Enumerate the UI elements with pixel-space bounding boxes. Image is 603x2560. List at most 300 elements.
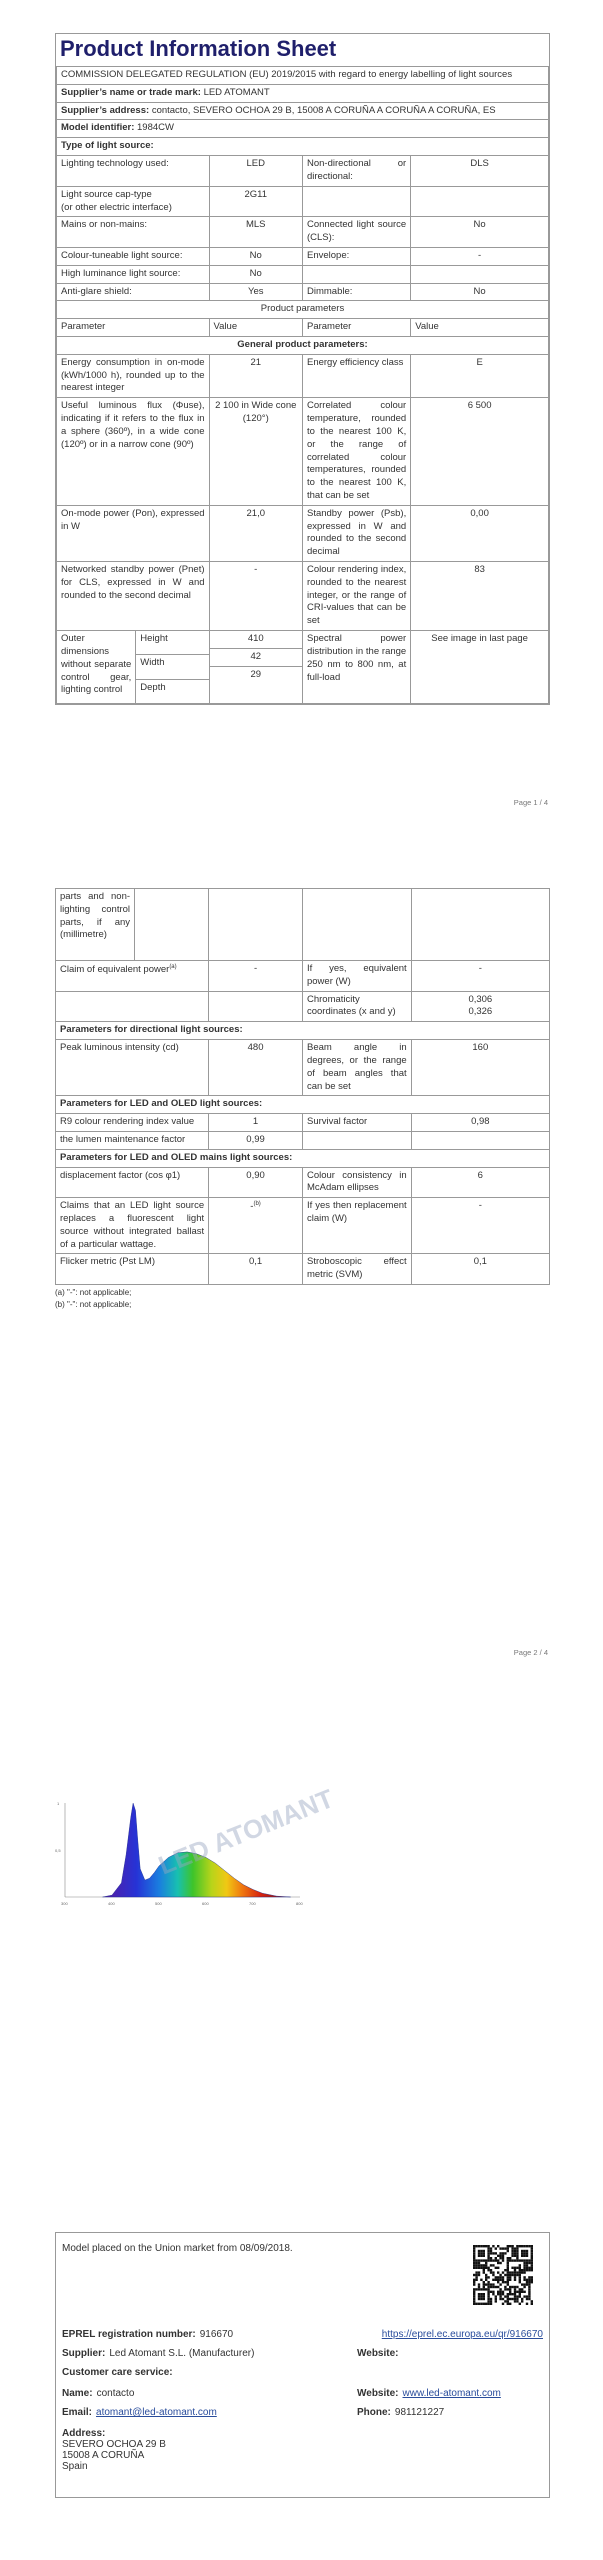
qr-module xyxy=(495,2276,497,2278)
qr-module xyxy=(480,2303,482,2305)
qr-module xyxy=(475,2271,477,2273)
x-tick-label: 300 xyxy=(61,1901,68,1906)
qr-module xyxy=(507,2281,509,2283)
qr-module xyxy=(509,2286,511,2288)
qr-module xyxy=(531,2269,533,2271)
flicker-value: 0,1 xyxy=(209,1254,303,1285)
qr-module xyxy=(490,2286,492,2288)
qr-module xyxy=(514,2298,516,2300)
qr-module xyxy=(528,2286,530,2288)
qr-module xyxy=(526,2298,528,2300)
qr-module xyxy=(511,2293,513,2295)
type-cell: Non-directional or directional: xyxy=(302,156,410,187)
qr-module xyxy=(495,2267,497,2269)
qr-module xyxy=(492,2293,494,2295)
qr-module xyxy=(514,2252,516,2254)
supplier-address-value: contacto, SEVERO OCHOA 29 B, 15008 A CORUÑA A CORUÑA A CORUÑA, ES xyxy=(151,104,496,116)
page-1 xyxy=(55,33,550,705)
name-label: Name: xyxy=(62,2388,93,2399)
qr-module xyxy=(528,2291,530,2293)
phone-value: 981121227 xyxy=(394,2407,445,2418)
qr-module xyxy=(473,2300,475,2302)
qr-module xyxy=(509,2257,511,2259)
qr-module xyxy=(495,2247,497,2249)
qr-module xyxy=(531,2259,533,2261)
qr-module xyxy=(511,2267,513,2269)
led-heading: Parameters for LED and OLED light sources: xyxy=(56,1096,550,1114)
qr-module xyxy=(473,2279,475,2281)
qr-module xyxy=(483,2252,485,2254)
qr-module xyxy=(514,2271,516,2273)
qr-module xyxy=(490,2269,492,2271)
qr-module xyxy=(497,2259,499,2261)
eqp-label xyxy=(56,961,209,992)
qr-module xyxy=(516,2295,518,2297)
directional-heading: Parameters for directional light sources: xyxy=(56,1022,550,1040)
qr-module xyxy=(526,2295,528,2297)
qr-module xyxy=(475,2264,477,2266)
qr-module xyxy=(516,2300,518,2302)
qr-module xyxy=(531,2303,533,2305)
dim-cont-empty-3 xyxy=(302,889,411,961)
qr-module xyxy=(487,2269,489,2271)
qr-module xyxy=(504,2269,506,2271)
qr-module xyxy=(507,2250,509,2252)
qr-module xyxy=(480,2267,482,2269)
qr-module xyxy=(514,2267,516,2269)
dim-label-2: parts and non-lighting control parts, if any (millimetre) xyxy=(56,889,135,961)
reg-label: EPREL registration number: xyxy=(62,2329,196,2340)
spectrum-svg xyxy=(55,1782,338,1915)
qr-module xyxy=(521,2259,523,2261)
width-label: Width xyxy=(136,655,209,679)
cons-label: Colour consistency in McAdam ellipses xyxy=(302,1167,411,1198)
qr-module xyxy=(507,2257,509,2259)
lm-value: 0,99 xyxy=(209,1131,303,1149)
qr-module xyxy=(487,2293,489,2295)
supplier-address-label: Supplier’s address: xyxy=(61,104,150,116)
qr-module xyxy=(516,2274,518,2276)
eprel-link[interactable]: https://eprel.ec.europa.eu/qr/916670 xyxy=(381,2329,543,2340)
qr-module xyxy=(478,2255,480,2257)
qr-module xyxy=(523,2291,525,2293)
qr-module xyxy=(485,2259,487,2261)
qr-module xyxy=(521,2300,523,2302)
psb-label: Standby power (Psb), expressed in W and rounded to the second decimal xyxy=(302,505,410,561)
qr-module xyxy=(483,2259,485,2261)
type-cell: Lighting technology used: xyxy=(57,156,210,187)
qr-module xyxy=(483,2255,485,2257)
qr-module xyxy=(487,2245,489,2247)
address-label: Address: xyxy=(62,2428,106,2439)
qr-module xyxy=(526,2262,528,2264)
qr-module xyxy=(490,2300,492,2302)
qr-module xyxy=(497,2293,499,2295)
page-1-frame xyxy=(55,33,550,705)
qr-module xyxy=(523,2295,525,2297)
y-tick-05: 0,5 xyxy=(55,1848,61,1853)
type-cell: Anti-glare shield: xyxy=(57,283,210,301)
qr-module xyxy=(492,2274,494,2276)
qr-module xyxy=(523,2276,525,2278)
qr-module xyxy=(485,2303,487,2305)
qr-module xyxy=(514,2274,516,2276)
qr-module xyxy=(516,2298,518,2300)
qr-module xyxy=(473,2295,475,2297)
qr-module xyxy=(475,2279,477,2281)
footnote-a: (a) "-": not applicable; xyxy=(55,1288,132,1298)
type-cell: No xyxy=(411,217,549,248)
address-line-3: Spain xyxy=(62,2461,88,2472)
chrom-x: 0,306 xyxy=(468,993,493,1005)
watermark: LED ATOMANT xyxy=(154,1782,338,1881)
qr-module xyxy=(531,2279,533,2281)
chrom-y: 0,326 xyxy=(468,1006,493,1018)
qr-module xyxy=(509,2271,511,2273)
type-cell: 2G11 xyxy=(209,186,302,217)
qr-module xyxy=(499,2291,501,2293)
x-tick-label: 700 xyxy=(249,1901,256,1906)
qr-module xyxy=(475,2262,477,2264)
qr-module xyxy=(519,2245,521,2247)
address-line-2: 15008 A CORUÑA xyxy=(62,2450,145,2461)
website2-label: Website: xyxy=(357,2388,399,2399)
qr-module xyxy=(473,2245,475,2247)
flux-label: Useful luminous flux (Φuse), indicating if it refers to the flux in a sphere (360º), in a wide cone (120º) or in a narrow cone (90º) xyxy=(57,398,210,506)
qr-module xyxy=(497,2255,499,2257)
qr-module xyxy=(504,2281,506,2283)
eqp-label-text: Claim of equivalent power xyxy=(60,964,170,976)
address-line-1: SEVERO OCHOA 29 B xyxy=(62,2439,166,2450)
cct-label: Correlated colour temperature, rounded to the nearest 100 K, or the range of correlated colour temperatures, rounded to the nearest 100 K, that can be set xyxy=(302,398,410,506)
qr-module xyxy=(497,2279,499,2281)
qr-module xyxy=(507,2276,509,2278)
qr-module xyxy=(485,2245,487,2247)
qr-module xyxy=(499,2247,501,2249)
qr-module xyxy=(478,2286,480,2288)
qr-module xyxy=(511,2245,513,2247)
page-title: Product Information Sheet xyxy=(60,36,337,61)
cri-label: Colour rendering index, rounded to the nearest integer, or the range of CRI-values that can be set xyxy=(302,562,410,631)
email-row xyxy=(62,2407,543,2418)
type-row xyxy=(57,217,549,248)
type-cell xyxy=(411,186,549,217)
qr-module xyxy=(499,2252,501,2254)
qr-module xyxy=(514,2293,516,2295)
qr-module xyxy=(507,2293,509,2295)
qr-module xyxy=(509,2259,511,2261)
hdr-value-2: Value xyxy=(411,319,549,337)
qr-module xyxy=(499,2279,501,2281)
qr-module xyxy=(495,2298,497,2300)
qr-module xyxy=(487,2286,489,2288)
qr-module xyxy=(478,2274,480,2276)
qr-module xyxy=(499,2255,501,2257)
qr-module xyxy=(492,2259,494,2261)
qr-module xyxy=(478,2250,480,2252)
page-2 xyxy=(55,888,550,1311)
qr-module xyxy=(473,2281,475,2283)
qr-module xyxy=(519,2276,521,2278)
qr-module xyxy=(478,2293,480,2295)
x-ticks xyxy=(61,1901,303,1906)
qr-module xyxy=(499,2295,501,2297)
supplier-address-row xyxy=(57,102,549,120)
qr-module xyxy=(531,2252,533,2254)
type-cell: Dimmable: xyxy=(302,283,410,301)
type-cell: MLS xyxy=(209,217,302,248)
qr-module xyxy=(473,2259,475,2261)
qr-module xyxy=(519,2295,521,2297)
email-link[interactable]: atomant@led-atomant.com xyxy=(96,2407,217,2418)
repl-value: - xyxy=(411,1198,549,1254)
qr-module xyxy=(487,2298,489,2300)
qr-module xyxy=(502,2257,504,2259)
qr-module xyxy=(499,2274,501,2276)
eqp-value: - xyxy=(209,961,303,992)
claims-value xyxy=(209,1198,303,1254)
qr-module xyxy=(523,2286,525,2288)
type-cell: DLS xyxy=(411,156,549,187)
qr-module xyxy=(478,2252,480,2254)
qr-module xyxy=(473,2293,475,2295)
depth-value: 29 xyxy=(250,668,262,680)
qr-module xyxy=(523,2267,525,2269)
qr-module xyxy=(490,2247,492,2249)
website2-link[interactable]: www.led-atomant.com xyxy=(402,2388,501,2399)
qr-module xyxy=(473,2255,475,2257)
qr-module xyxy=(485,2274,487,2276)
qr-module xyxy=(509,2245,511,2247)
qr-module xyxy=(478,2283,480,2285)
qr-module xyxy=(521,2288,523,2290)
qr-module xyxy=(507,2288,509,2290)
qr-module xyxy=(521,2245,523,2247)
qr-module xyxy=(516,2250,518,2252)
qr-module xyxy=(516,2247,518,2249)
model-row xyxy=(57,120,549,138)
qr-module xyxy=(480,2295,482,2297)
qr-module xyxy=(511,2259,513,2261)
energy-value: 21 xyxy=(209,354,302,397)
qr-module xyxy=(487,2295,489,2297)
qr-module xyxy=(523,2250,525,2252)
qr-module xyxy=(514,2279,516,2281)
qr-module xyxy=(487,2259,489,2261)
qr-module xyxy=(495,2259,497,2261)
qr-module xyxy=(483,2245,485,2247)
qr-module xyxy=(504,2286,506,2288)
qr-module xyxy=(521,2283,523,2285)
height-value: 410 xyxy=(210,631,302,649)
qr-module xyxy=(507,2247,509,2249)
qr-module xyxy=(507,2264,509,2266)
surv-value: 0,98 xyxy=(411,1114,549,1132)
qr-module xyxy=(495,2257,497,2259)
spd-value: See image in last page xyxy=(411,631,549,704)
qr-module xyxy=(519,2267,521,2269)
qr-module xyxy=(531,2281,533,2283)
qr-module xyxy=(483,2250,485,2252)
qr-module xyxy=(473,2298,475,2300)
qr-module xyxy=(480,2264,482,2266)
x-tick-label: 800 xyxy=(296,1901,303,1906)
model-label: Model identifier: xyxy=(61,122,135,134)
qr-module xyxy=(528,2281,530,2283)
qr-module xyxy=(507,2279,509,2281)
qr-module xyxy=(485,2279,487,2281)
qr-module xyxy=(487,2303,489,2305)
qr-module xyxy=(511,2247,513,2249)
qr-module xyxy=(526,2279,528,2281)
qr-module xyxy=(483,2293,485,2295)
qr-module xyxy=(502,2271,504,2273)
qr-module xyxy=(511,2274,513,2276)
supplier-label: Supplier: xyxy=(62,2348,106,2359)
qr-module xyxy=(519,2271,521,2273)
type-cell: Colour-tuneable light source: xyxy=(57,247,210,265)
qr-module xyxy=(531,2264,533,2266)
chrom-values xyxy=(411,991,549,1022)
qr-module xyxy=(492,2245,494,2247)
qr-module xyxy=(502,2252,504,2254)
qr-module xyxy=(516,2259,518,2261)
qr-module xyxy=(511,2298,513,2300)
qr-module xyxy=(478,2298,480,2300)
qr-module xyxy=(519,2281,521,2283)
height-label: Height xyxy=(136,631,209,655)
qr-module xyxy=(480,2255,482,2257)
qr-module xyxy=(509,2293,511,2295)
qr-module xyxy=(514,2250,516,2252)
qr-module xyxy=(475,2267,477,2269)
qr-module xyxy=(504,2288,506,2290)
qr-module xyxy=(485,2267,487,2269)
qr-module xyxy=(514,2286,516,2288)
qr-module xyxy=(521,2271,523,2273)
qr-module xyxy=(528,2245,530,2247)
lm-label: the lumen maintenance factor xyxy=(56,1131,209,1149)
qr-module xyxy=(485,2262,487,2264)
qr-module xyxy=(490,2264,492,2266)
chrom-label: Chromaticity coordinates (x and y) xyxy=(302,991,411,1022)
cct-value: 6 500 xyxy=(411,398,549,506)
qr-module xyxy=(507,2300,509,2302)
hdr-parameter-1: Parameter xyxy=(57,319,210,337)
qr-module xyxy=(483,2303,485,2305)
qr-module xyxy=(478,2303,480,2305)
qr-module xyxy=(514,2276,516,2278)
qr-module xyxy=(523,2252,525,2254)
qr-module xyxy=(528,2295,530,2297)
reg-value: 916670 xyxy=(199,2329,234,2340)
peak-value: 480 xyxy=(209,1040,303,1096)
qr-module xyxy=(487,2255,489,2257)
qr-module xyxy=(516,2257,518,2259)
qr-module xyxy=(487,2267,489,2269)
qr-module xyxy=(519,2291,521,2293)
qr-module xyxy=(492,2271,494,2273)
qr-module xyxy=(499,2283,501,2285)
qr-module xyxy=(514,2300,516,2302)
eqw-value: - xyxy=(411,961,549,992)
qr-module xyxy=(492,2283,494,2285)
flicker-label: Flicker metric (Pst LM) xyxy=(56,1254,209,1285)
qr-module xyxy=(490,2298,492,2300)
qr-module xyxy=(528,2276,530,2278)
qr-module xyxy=(480,2245,482,2247)
qr-module xyxy=(499,2262,501,2264)
qr-module xyxy=(483,2286,485,2288)
qr-module xyxy=(523,2269,525,2271)
qr-module xyxy=(516,2271,518,2273)
qr-module xyxy=(502,2255,504,2257)
model-value: 1984CW xyxy=(137,122,174,134)
qr-module xyxy=(473,2283,475,2285)
qr-module xyxy=(497,2286,499,2288)
qr-module xyxy=(495,2286,497,2288)
dim-cont-empty-2 xyxy=(209,889,303,961)
qr-module xyxy=(528,2262,530,2264)
qr-module xyxy=(504,2300,506,2302)
qr-module xyxy=(473,2264,475,2266)
eqp-sup: (a) xyxy=(169,964,177,970)
type-row xyxy=(57,283,549,301)
qr-module xyxy=(473,2252,475,2254)
footnote-b: (b) "-": not applicable; xyxy=(55,1300,132,1310)
qr-module xyxy=(516,2286,518,2288)
chrom-empty-2 xyxy=(209,991,303,1022)
qr-module xyxy=(519,2259,521,2261)
qr-module xyxy=(490,2291,492,2293)
qr-module xyxy=(528,2259,530,2261)
qr-module xyxy=(528,2283,530,2285)
qr-module xyxy=(483,2281,485,2283)
qr-module xyxy=(480,2279,482,2281)
qr-module xyxy=(497,2276,499,2278)
placed-on-market: Model placed on the Union market from 08/09/2018. xyxy=(62,2243,293,2254)
qr-module xyxy=(509,2288,511,2290)
qr-module xyxy=(487,2291,489,2293)
qr-module xyxy=(509,2291,511,2293)
qr-module xyxy=(531,2257,533,2259)
supplier-name-value: LED ATOMANT xyxy=(203,86,270,98)
qr-module xyxy=(490,2271,492,2273)
qr-module xyxy=(504,2247,506,2249)
qr-module xyxy=(514,2291,516,2293)
qr-module xyxy=(514,2288,516,2290)
mains-heading: Parameters for LED and OLED mains light sources: xyxy=(56,1149,550,1167)
qr-module xyxy=(511,2252,513,2254)
qr-module xyxy=(485,2283,487,2285)
type-row xyxy=(57,247,549,265)
qr-module xyxy=(528,2293,530,2295)
qr-module xyxy=(480,2293,482,2295)
qr-module xyxy=(480,2252,482,2254)
eff-value: E xyxy=(411,354,549,397)
r9-label: R9 colour rendering index value xyxy=(56,1114,209,1132)
qr-module xyxy=(483,2269,485,2271)
qr-module xyxy=(475,2303,477,2305)
qr-module xyxy=(487,2257,489,2259)
psb-value: 0,00 xyxy=(411,505,549,561)
qr-module xyxy=(473,2291,475,2293)
qr-module xyxy=(507,2274,509,2276)
qr-module xyxy=(499,2293,501,2295)
qr-module xyxy=(504,2252,506,2254)
qr-module xyxy=(502,2303,504,2305)
type-cell: LED xyxy=(209,156,302,187)
